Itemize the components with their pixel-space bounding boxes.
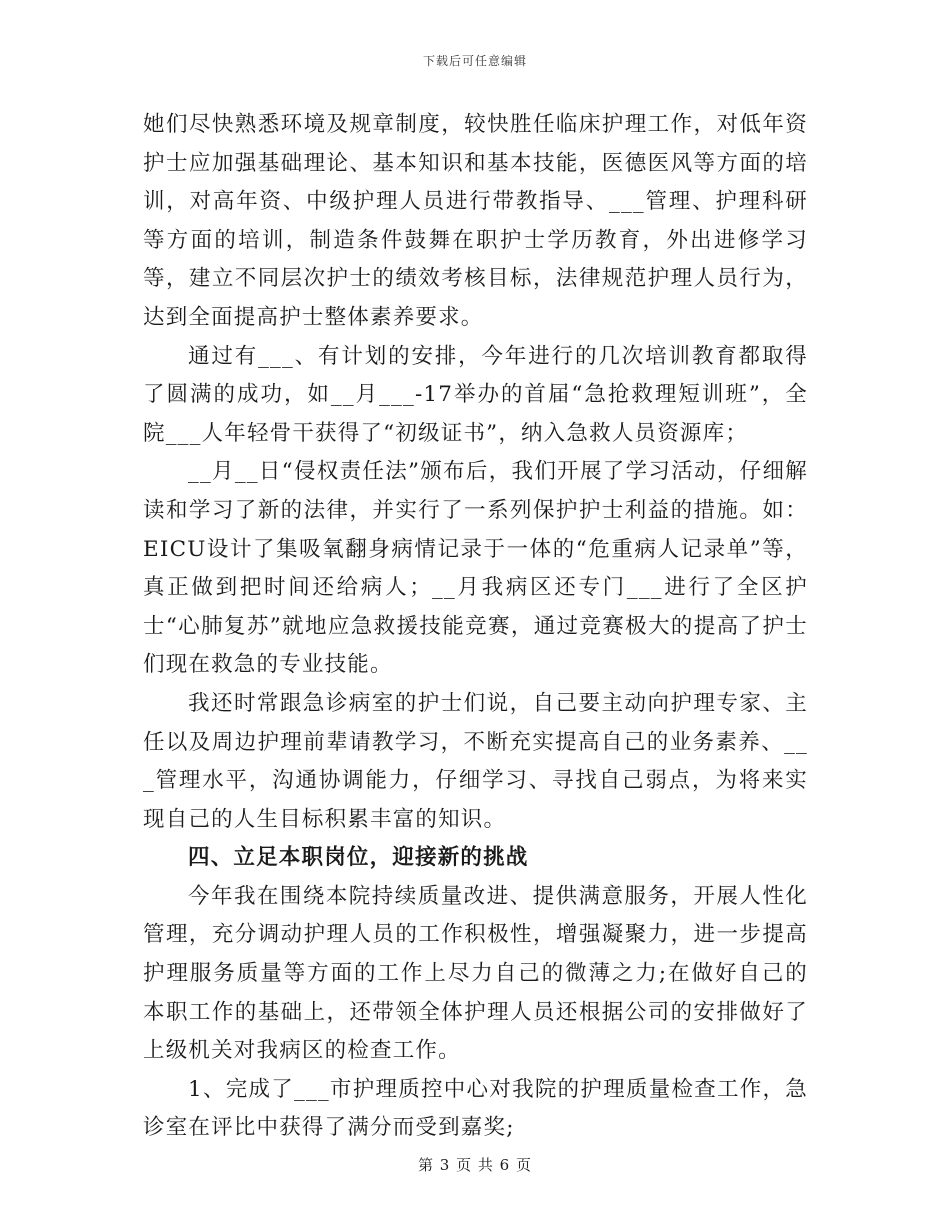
paragraph-item-one: 1、完成了___市护理质控中心对我院的护理质量检查工作，急诊室在评比中获得了满分而受到嘉奖;: [143, 1076, 808, 1141]
paragraph-tort-law: __月__日“侵权责任法”颁布后，我们开展了学习活动，仔细解读和学习了新的法律，并实行了一系列保护护士利益的措施。如：EICU设计了集吸氧翻身病情记录于一体的“危重病人记录单”等，真正做到把时间还给病人；__月我病区还专门___进行了全区护士“心肺复苏”就地应急救援技能竞赛，通过竞赛极大的提高了护士们现在救急的专业技能。: [143, 459, 808, 678]
document-body: [143, 106, 808, 1148]
paragraph-continuation: 她们尽快熟悉环境及规章制度，较快胜任临床护理工作，对低年资护士应加强基础理论、基本知识和基本技能，医德医风等方面的培训，对高年资、中级护理人员进行带教指导、___管理、护理科研等方面的培训，制造条件鼓舞在职护士学历教育，外出进修学习等，建立不同层次护士的绩效考核目标，法律规范护理人员行为，达到全面提高护士整体素养要求。: [143, 112, 808, 330]
paragraph-quality-improvement: 今年我在围绕本院持续质量改进、提供满意服务，开展人性化管理，充分调动护理人员的工作积极性，增强凝聚力，进一步提高护理服务质量等方面的工作上尽力自己的微薄之力;在做好自己的本职工作的基础上，还带领全体护理人员还根据公司的安排做好了上级机关对我病区的检查工作。: [143, 883, 808, 1064]
paragraph-training-results: 通过有___、有计划的安排，今年进行的几次培训教育都取得了圆满的成功，如__月___-17举办的首届“急抢救理短训班”，全院___人年轻骨干获得了“初级证书”，纳入急救人员资源库；: [143, 343, 808, 446]
section-heading-four: 四、立足本职岗位，迎接新的挑战: [188, 845, 529, 871]
paragraph-self-study: 我还时常跟急诊病室的护士们说，自己要主动向护理专家、主任以及周边护理前辈请教学习，不断充实提高自己的业务素养、___管理水平，沟通协调能力，仔细学习、寻找自己弱点，为将来实现自己的人生目标积累丰富的知识。: [143, 690, 808, 832]
page-header: 下载后可任意编辑: [422, 54, 527, 68]
page-number-footer: 第 3 页 共 6 页: [418, 1156, 532, 1174]
